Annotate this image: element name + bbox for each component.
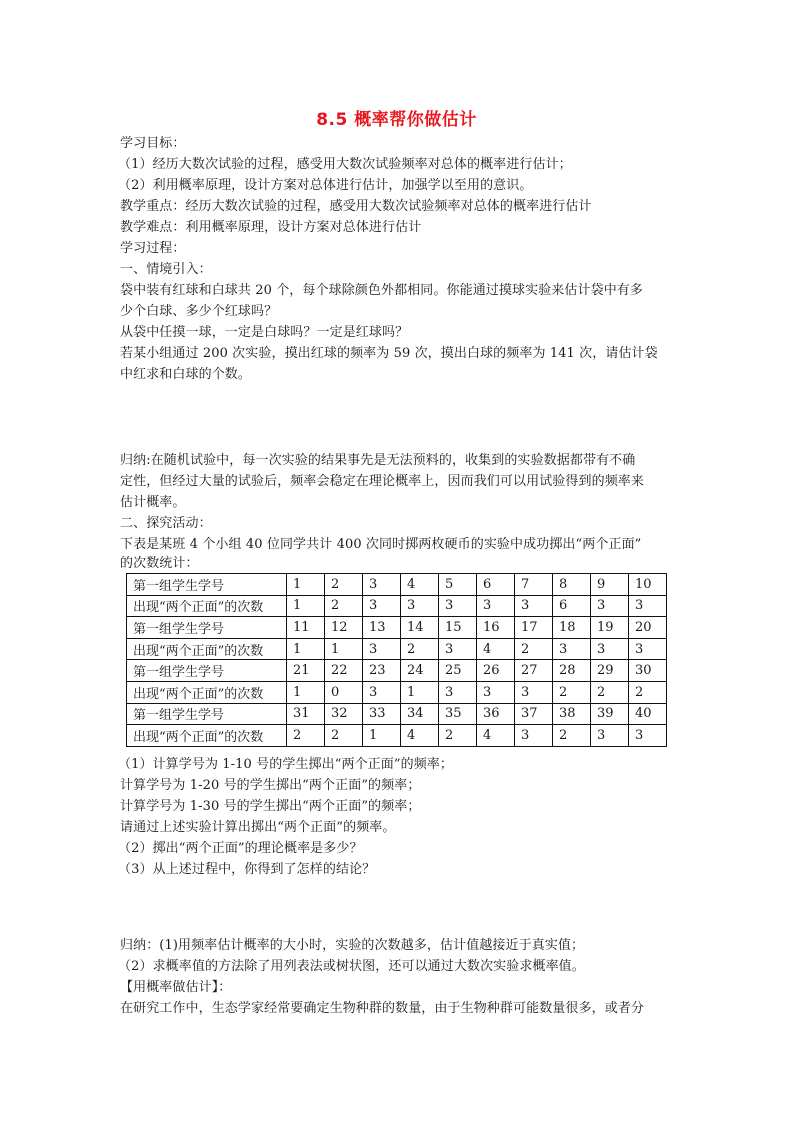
row-label: 出现“两个正面”的次数 [127,638,287,660]
table-row [127,617,667,639]
table-cell: 1 [287,638,325,660]
table-cell: 5 [439,574,477,596]
table-cell: 14 [401,617,439,639]
table-cell: 36 [477,703,515,725]
summary-2b: （2）求概率值的方法除了用列表法或树状图，还可以通过大数次实验求概率值。 [118,959,585,974]
goal-1: （1）经历大数次试验的过程，感受用大数次试验频率对总体的概率进行估计； [118,157,572,172]
question-1b: 计算学号为 1-20 号的学生掷出“两个正面”的频率； [120,778,421,793]
row-label: 出现“两个正面”的次数 [127,595,287,617]
table-cell: 3 [515,681,553,703]
table-cell: 3 [363,574,401,596]
table-row [127,681,667,703]
row-label: 第一组学生学号 [127,574,287,596]
table-cell: 3 [477,681,515,703]
question-2: （2）掷出“两个正面”的理论概率是多少？ [118,841,363,856]
table-cell: 40 [629,703,667,725]
question-1d: 请通过上述实验计算出掷出“两个正面”的频率。 [120,820,396,835]
table-cell: 1 [287,574,325,596]
table-cell: 2 [287,725,325,747]
intro-paragraph-1b: 少个白球、多少个红球吗？ [120,304,278,319]
table-cell: 3 [591,725,629,747]
table-cell: 37 [515,703,553,725]
table-cell: 39 [591,703,629,725]
table-cell: 1 [325,638,363,660]
table-cell: 3 [477,595,515,617]
research-paragraph: 在研究工作中，生态学家经常要确定生物种群的数量，由于生物种群可能数量很多，或者分 [120,1001,645,1016]
table-cell: 3 [629,595,667,617]
row-label: 第一组学生学号 [127,617,287,639]
table-cell: 3 [439,681,477,703]
difficulty: 教学难点：利用概率原理，设计方案对总体进行估计 [120,220,422,235]
table-cell: 29 [591,660,629,682]
table-cell: 22 [325,660,363,682]
goal-2: （2）利用概率原理，设计方案对总体进行估计，加强学以至用的意识。 [118,178,533,193]
table-row [127,638,667,660]
key-point: 教学重点：经历大数次试验的过程，感受用大数次试验频率对总体的概率进行估计 [120,199,592,214]
table-cell: 4 [401,725,439,747]
table-cell: 3 [629,638,667,660]
table-cell: 2 [553,725,591,747]
row-label: 出现“两个正面”的次数 [127,681,287,703]
summary-1a: 归纳:在随机试验中，每一次实验的结果事先是无法预料的，收集到的实验数据都带有不确 [120,453,636,468]
table-cell: 17 [515,617,553,639]
table-cell: 31 [287,703,325,725]
table-cell: 1 [287,595,325,617]
table-cell: 21 [287,660,325,682]
table-cell: 3 [401,595,439,617]
table-cell: 18 [553,617,591,639]
table-cell: 20 [629,617,667,639]
table-cell: 27 [515,660,553,682]
table-cell: 3 [363,595,401,617]
table-cell: 33 [363,703,401,725]
table-cell: 2 [401,638,439,660]
intro-paragraph-3a: 若某小组通过 200 次实验，摸出红球的频率为 59 次，摸出白球的频率为 141 次，请估计袋 [120,346,658,361]
table-cell: 3 [363,681,401,703]
table-cell: 0 [325,681,363,703]
table-cell: 6 [477,574,515,596]
question-1c: 计算学号为 1-30 号的学生掷出“两个正面”的频率； [120,799,421,814]
table-row [127,595,667,617]
question-3: （3）从上述过程中，你得到了怎样的结论？ [118,862,376,877]
table-cell: 1 [363,725,401,747]
table-cell: 2 [629,681,667,703]
table-row [127,703,667,725]
table-cell: 4 [477,725,515,747]
section-2-heading: 二、探究活动： [120,516,212,531]
goals-heading: 学习目标： [120,136,186,151]
table-cell: 2 [325,725,363,747]
table-cell: 3 [363,638,401,660]
table-row [127,574,667,596]
table-cell: 16 [477,617,515,639]
table-cell: 4 [477,638,515,660]
table-cell: 3 [591,595,629,617]
question-1: （1）计算学号为 1-10 号的学生掷出“两个正面”的频率； [118,757,454,772]
table-cell: 10 [629,574,667,596]
table-cell: 2 [591,681,629,703]
table-cell: 3 [515,725,553,747]
table-cell: 13 [363,617,401,639]
table-cell: 1 [401,681,439,703]
table-cell: 2 [553,681,591,703]
table-cell: 24 [401,660,439,682]
table-cell: 3 [515,595,553,617]
table-cell: 11 [287,617,325,639]
table-cell: 3 [439,595,477,617]
table-cell: 7 [515,574,553,596]
row-label: 第一组学生学号 [127,703,287,725]
table-cell: 25 [439,660,477,682]
table-cell: 15 [439,617,477,639]
intro-paragraph-3b: 中红求和白球的个数。 [120,367,252,382]
summary-2a: 归纳：(1)用频率估计概率的大小时，实验的次数越多，估计值越接近于真实值； [120,938,585,953]
table-cell: 3 [629,725,667,747]
row-label: 第一组学生学号 [127,660,287,682]
table-cell: 2 [325,595,363,617]
table-cell: 9 [591,574,629,596]
section-3-heading: 【用概率做估计】： [120,980,232,995]
table-cell: 6 [553,595,591,617]
table-intro-b: 的次数统计： [120,556,199,571]
coin-toss-table [126,573,667,747]
table-cell: 28 [553,660,591,682]
table-cell: 19 [591,617,629,639]
table-cell: 4 [401,574,439,596]
table-cell: 2 [515,638,553,660]
table-row [127,660,667,682]
table-cell: 2 [325,574,363,596]
table-cell: 3 [553,638,591,660]
table-cell: 1 [287,681,325,703]
table-cell: 38 [553,703,591,725]
table-cell: 30 [629,660,667,682]
table-cell: 3 [591,638,629,660]
summary-1b: 定性，但经过大量的试验后，频率会稳定在理论概率上，因而我们可以用试验得到的频率来 [120,474,645,489]
process-heading: 学习过程： [120,241,186,256]
table-cell: 23 [363,660,401,682]
intro-paragraph-1a: 袋中装有红球和白球共 20 个，每个球除颜色外都相同。你能通过摸球实验来估计袋中有多 [120,283,644,298]
table-cell: 35 [439,703,477,725]
intro-paragraph-2: 从袋中任摸一球，一定是白球吗？一定是红球吗？ [120,325,409,340]
table-row [127,725,667,747]
table-cell: 3 [439,638,477,660]
page-title: 8.5 概率帮你做估计 [316,110,477,130]
row-label: 出现“两个正面”的次数 [127,725,287,747]
table-cell: 26 [477,660,515,682]
table-cell: 8 [553,574,591,596]
table-cell: 32 [325,703,363,725]
section-1-heading: 一、情境引入： [120,262,212,277]
summary-1c: 估计概率。 [120,495,186,510]
table-cell: 2 [439,725,477,747]
table-cell: 12 [325,617,363,639]
table-cell: 34 [401,703,439,725]
table-intro-a: 下表是某班 4 个小组 40 位同学共计 400 次同时掷两枚硬币的实验中成功掷出“两个正面” [120,537,642,552]
